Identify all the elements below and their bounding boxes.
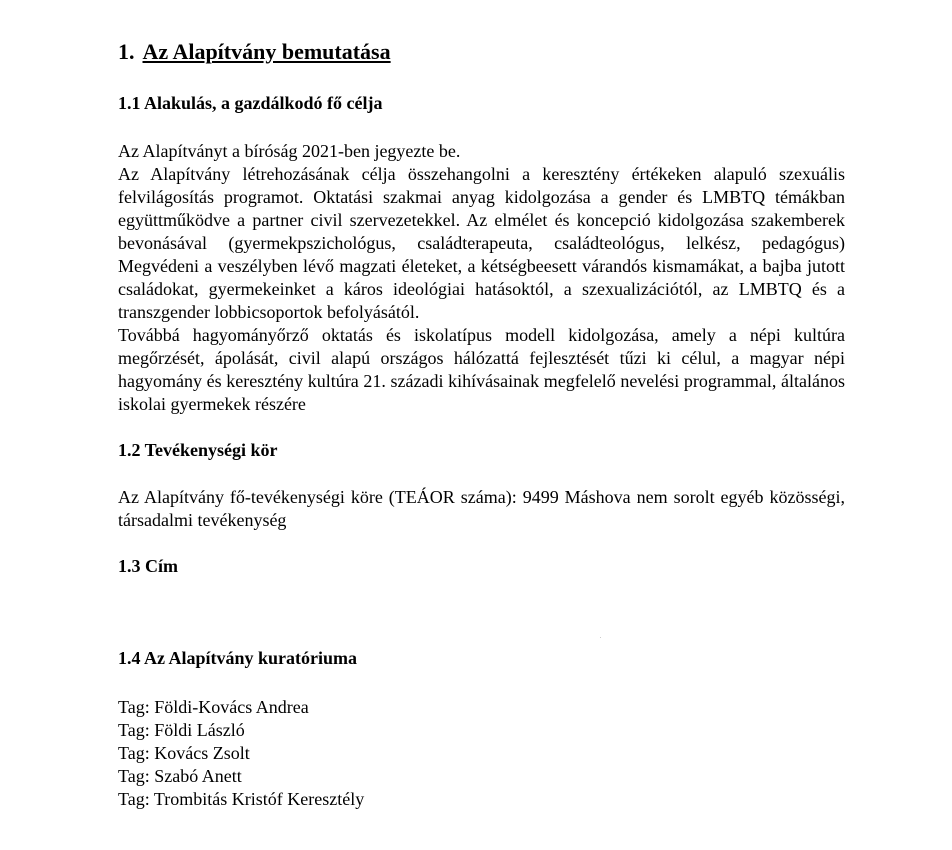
section-1-1-title: 1.1 Alakulás, a gazdálkodó fő célja [118,93,383,113]
main-heading-title: Az Alapítvány bemutatása [142,39,391,64]
main-heading [118,38,845,66]
board-member [118,788,845,811]
main-heading-number: 1. [118,39,135,64]
member-role: Tag: [118,720,150,740]
scan-speck [600,637,601,638]
registration-text: Az Alapítványt a bíróság 2021-ben jegyezte be. [118,141,461,161]
activity-paragraph: Az Alapítvány fő-tevékenységi köre (TEÁOR száma): 9499 Máshova nem sorolt egyéb közösségi, társadalmi tevékenység [118,487,845,530]
member-name: Földi-Kovács Andrea [154,697,309,717]
member-role: Tag: [118,766,150,786]
member-role: Tag: [118,697,150,717]
board-member [118,765,845,788]
purpose-paragraph: Az Alapítvány létrehozásának célja összehangolni a keresztény értékeken alapuló szexuális felvilágosítás programot. Oktatási szakmai anyag kidolgozása a gender és LMBTQ témákban együttműködve a partner civil szervezetekkel. Az elmélet és koncepció kidolgozása szakemberek bevonásával (gyermekpszichológus, családterapeuta, családteológus, lelkész, pedagógus) Megvédeni a veszélyben lévő magzati életeket, a kétségbeesett várandós kismamákat, a bajba jutott családokat, gyermekeinket a káros ideológiai hatásoktól, a szexualizációtól, az LMBTQ és a transzgender lobbicsoportok befolyásától. [118,164,845,322]
member-name: Földi László [154,720,245,740]
board-member [118,742,845,765]
tradition-paragraph: Továbbá hagyományőrző oktatás és iskolatípus modell kidolgozása, amely a népi kultúra megőrzését, ápolását, civil alapú országos hálózattá fejlesztését tűzi ki célul, a magyar népi hagyomány és keresztény kultúra 21. századi kihívásainak megfelelő nevelési programmal, általános iskolai gyermekek részére [118,325,845,414]
section-1-4-title: 1.4 Az Alapítvány kuratóriuma [118,648,358,668]
section-1-3-title: 1.3 Cím [118,556,178,576]
member-role: Tag: [118,743,150,763]
section-1-2-title: 1.2 Tevékenységi kör [118,440,278,460]
board-member [118,696,845,719]
document-body [118,38,845,811]
member-name: Trombitás Kristóf Keresztély [153,789,365,809]
board-member [118,719,845,742]
section-1-1-body [118,140,845,416]
board-member-list [118,696,845,811]
member-name: Szabó Anett [154,766,242,786]
member-role: Tag: [118,789,150,809]
member-name: Kovács Zsolt [154,743,250,763]
